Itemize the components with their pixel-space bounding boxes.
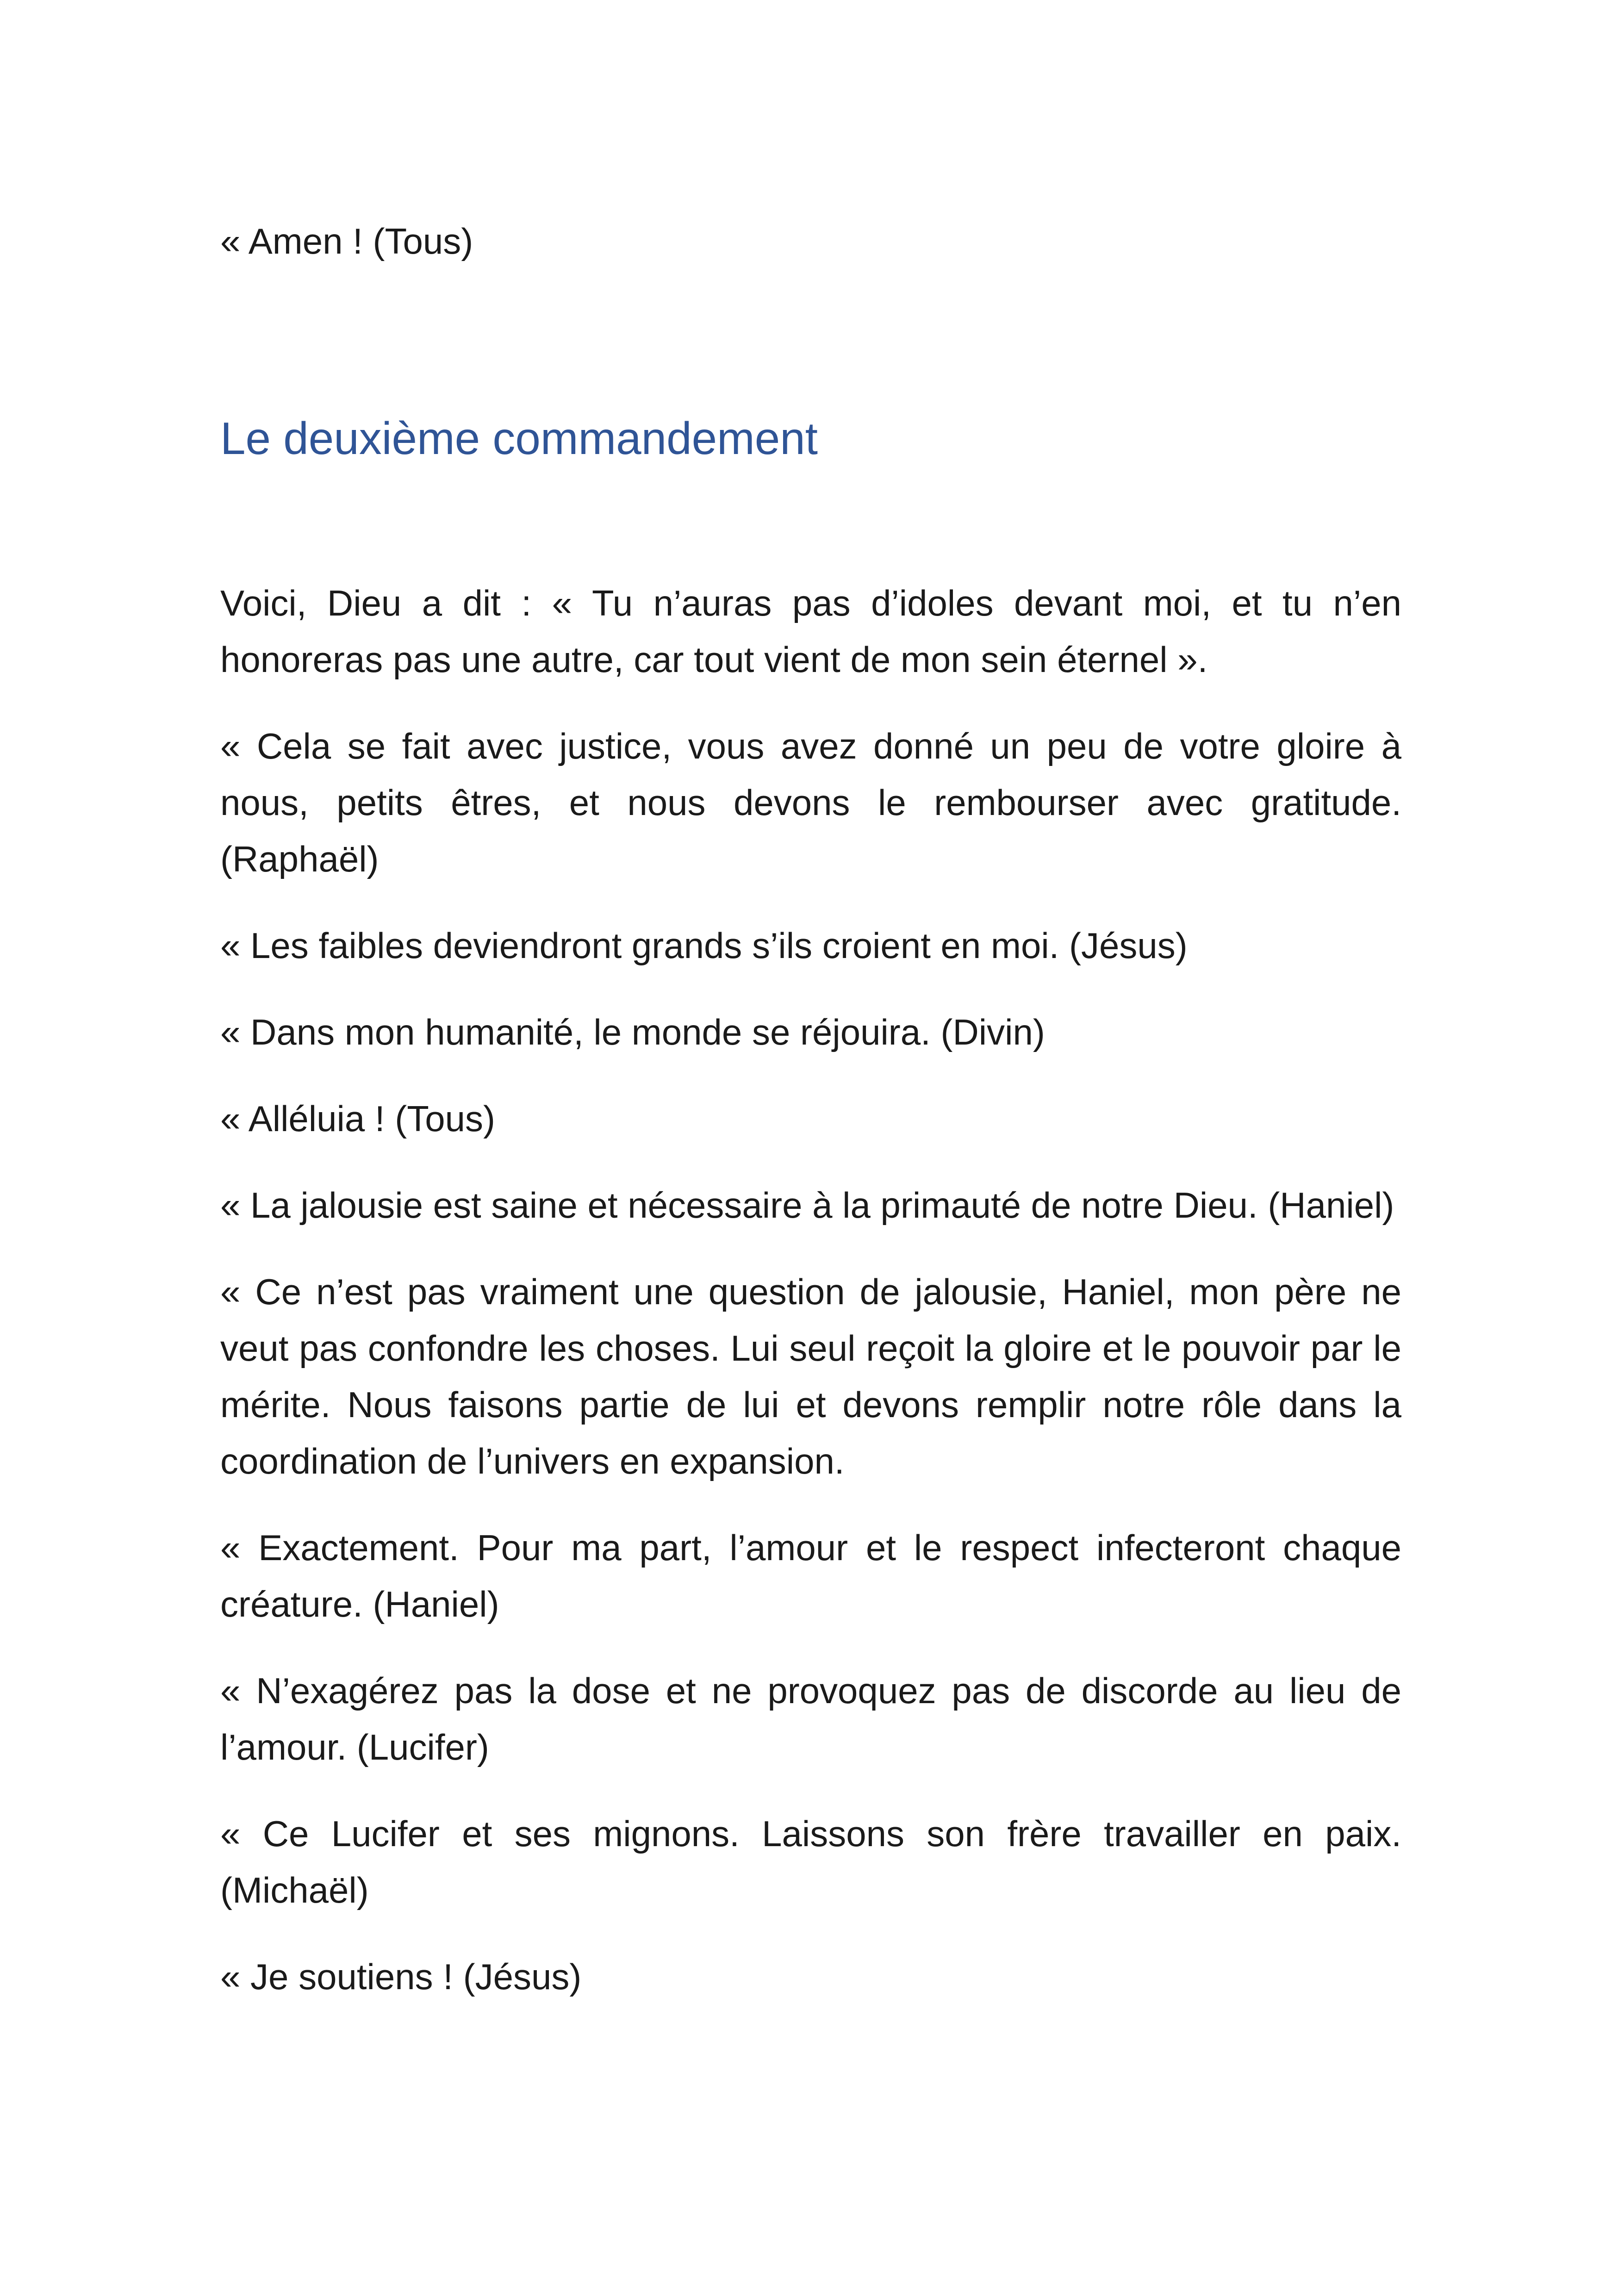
paragraph: « Alléluia ! (Tous)	[220, 1098, 495, 1139]
paragraph: « Dans mon humanité, le monde se réjouira. (Divin)	[220, 1012, 1045, 1052]
paragraph: « N’exagérez pas la dose et ne provoquez pas de discorde au lieu de l’amour. (Lucifer)	[220, 1670, 1401, 1767]
paragraph: « Ce n’est pas vraiment une question de jalousie, Haniel, mon père ne veut pas confondre les choses. Lui seul reçoit la gloire et le pouvoir par le mérite. Nous faisons partie de lui et devons remplir notre rôle dans la coordination de l’univers en expansion.	[220, 1271, 1401, 1481]
paragraph: « Cela se fait avec justice, vous avez donné un peu de votre gloire à nous, petits êtres, et nous devons le rembourser avec gratitude. (Raphaël)	[220, 726, 1401, 879]
paragraph: « La jalousie est saine et nécessaire à la primauté de notre Dieu. (Haniel)	[220, 1185, 1394, 1226]
document-body	[220, 213, 1401, 2035]
opening-line: « Amen ! (Tous)	[220, 221, 473, 261]
paragraph: « Exactement. Pour ma part, l’amour et le respect infecteront chaque créature. (Haniel)	[220, 1527, 1401, 1624]
section-heading: Le deuxième commandement	[220, 413, 818, 464]
paragraph: « Je soutiens ! (Jésus)	[220, 1956, 582, 1997]
paragraph: « Ce Lucifer et ses mignons. Laissons son frère travailler en paix. (Michaël)	[220, 1813, 1401, 1910]
paragraph: Voici, Dieu a dit : « Tu n’auras pas d’idoles devant moi, et tu n’en honoreras pas une autre, car tout vient de mon sein éternel ».	[220, 583, 1401, 680]
paragraph: « Les faibles deviendront grands s’ils croient en moi. (Jésus)	[220, 925, 1188, 966]
